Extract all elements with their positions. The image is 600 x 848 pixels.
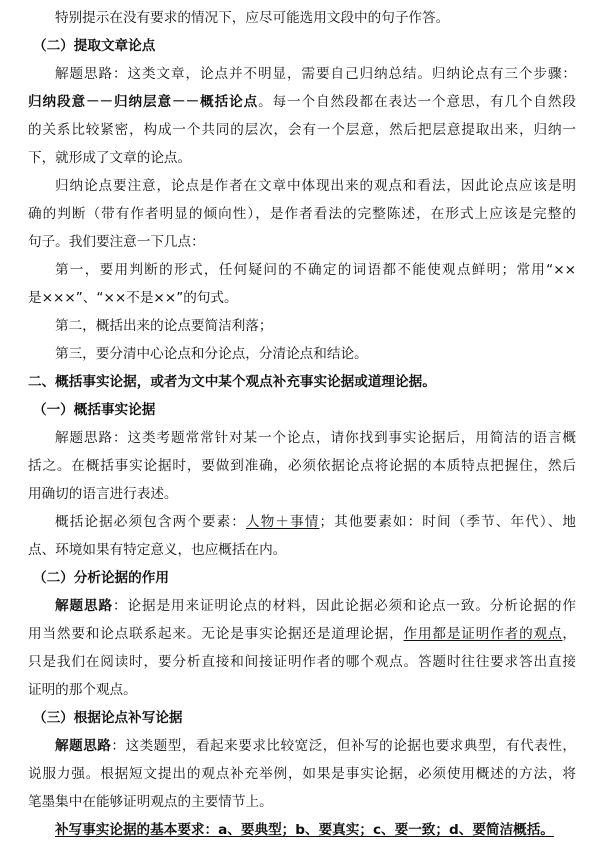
text-run: 句子。我们要注意一下几点： [28,234,205,250]
paragraph-line [28,536,576,564]
text-run: （二）提取文章论点 [33,38,156,54]
paragraph-line [28,144,576,172]
text-run: 说服力强。根据短文提出的观点补充举例，如果是事实论据，必须使用概述的方法，将 [28,766,576,782]
text-run-bold: 归纳段意－－归纳层意－－概括论点 [28,94,259,110]
paragraph-line [28,676,576,704]
paragraph-line [28,648,576,676]
text-run: 第二，概括出来的论点要简洁利落； [55,318,273,334]
section-heading [33,396,581,424]
section-heading [33,704,581,732]
text-run: 下，就形成了文章的论点。 [28,150,192,166]
paragraph-line [28,88,576,116]
text-run: （三）根据论点补写论据 [33,710,183,726]
text-run: 点、环境如果有特定意义，也应概括在内。 [28,542,287,558]
text-run: ；其他要素如：时间（季节、年代）、地 [319,514,576,530]
paragraph-line [55,60,576,88]
paragraph-line [55,312,576,340]
paragraph-line [28,480,576,508]
text-run: 笔墨集中在能够证明观点的主要情节上。 [28,794,273,810]
paragraph-line [55,732,576,760]
text-run: 。每一个自然段都在表达一个意思，有几个自然段 [258,94,576,110]
text-run: （二）分析论据的作用 [33,570,169,586]
paragraph-line [28,200,576,228]
text-run: 二、概括事实论据，或者为文中某个观点补充事实论据或道理论据。 [28,374,436,390]
text-run: 归纳论点要注意，论点是作者在文章中体现出来的观点和看法，因此论点应该是明 [55,178,576,194]
text-run: 用当然要和论点联系起来。无论是事实论据还是道理论据， [28,626,404,642]
paragraph-line [55,592,576,620]
text-run-bold: 解题思路 [55,738,112,754]
text-run-bold: 解题思路 [55,598,113,614]
text-run: ， [562,626,576,642]
paragraph-line [28,452,576,480]
paragraph-line [55,256,576,284]
text-run: ：这类题型，看起来要求比较宽泛，但补写的论据也要求典型，有代表性， [111,738,576,754]
text-run: 解题思路：这类文章，论点并不明显，需要自己归纳总结。归纳论点有三个步骤： [55,66,576,82]
paragraph-line [28,284,576,312]
paragraph-line [55,816,576,844]
paragraph-line [28,116,576,144]
paragraph-line [28,788,576,816]
text-run: ：论据是用来证明论点的材料，因此论据必须和论点一致。分析论据的作 [113,598,576,614]
text-run-underlined: 作用都是证明作者的观点 [403,626,563,642]
text-run: 证明的那个观点。 [28,682,137,698]
text-run: 的关系比较紧密，构成一个共同的层次，会有一个层意，然后把层意提取出来，归纳一 [28,122,576,138]
text-run: （一）概括事实论据 [33,402,156,418]
paragraph-line [55,4,576,32]
text-run: 第三，要分清中心论点和分论点，分清论点和结论。 [55,346,368,362]
text-run: 解题思路：这类考题常常针对某一个论点，请你找到事实论据后，用简洁的语言概 [55,430,576,446]
section-heading [33,564,581,592]
text-run: 特别提示在没有要求的情况下，应尽可能选用文段中的句子作答。 [55,10,450,26]
text-run: 第一，要用判断的形式，任何疑问的不确定的词语都不能使观点鲜明；常用“×× [55,262,576,278]
section-heading [28,368,576,396]
paragraph-line [28,760,576,788]
paragraph-line [55,424,576,452]
text-run: 概括论据必须包含两个要素： [55,514,246,530]
text-run: 括之。在概括事实论据时，要做到准确，必须依据论点将论据的本质特点把握住，然后 [28,458,576,474]
paragraph-line [55,508,576,536]
text-run-bold-underlined: 补写事实论据的基本要求：a、要典型；b、要真实；c、要一致；d、要简洁概括。 [55,822,554,838]
text-run: 是×××”、“××不是××”的句式。 [28,290,238,306]
text-run: 只是我们在阅读时，要分析直接和间接证明作者的哪个观点。答题时往往要求答出直接 [28,654,576,670]
paragraph-line [55,340,576,368]
text-run: 确的判断（带有作者明显的倾向性），是作者看法的完整陈述，在形式上应该是完整的 [28,206,576,222]
paragraph-line [28,228,576,256]
text-run-underlined: 人物＋事情 [246,514,320,530]
text-run: 用确切的语言进行表述。 [28,486,178,502]
paragraph-line [28,620,576,648]
section-heading [33,32,581,60]
paragraph-line [55,172,576,200]
